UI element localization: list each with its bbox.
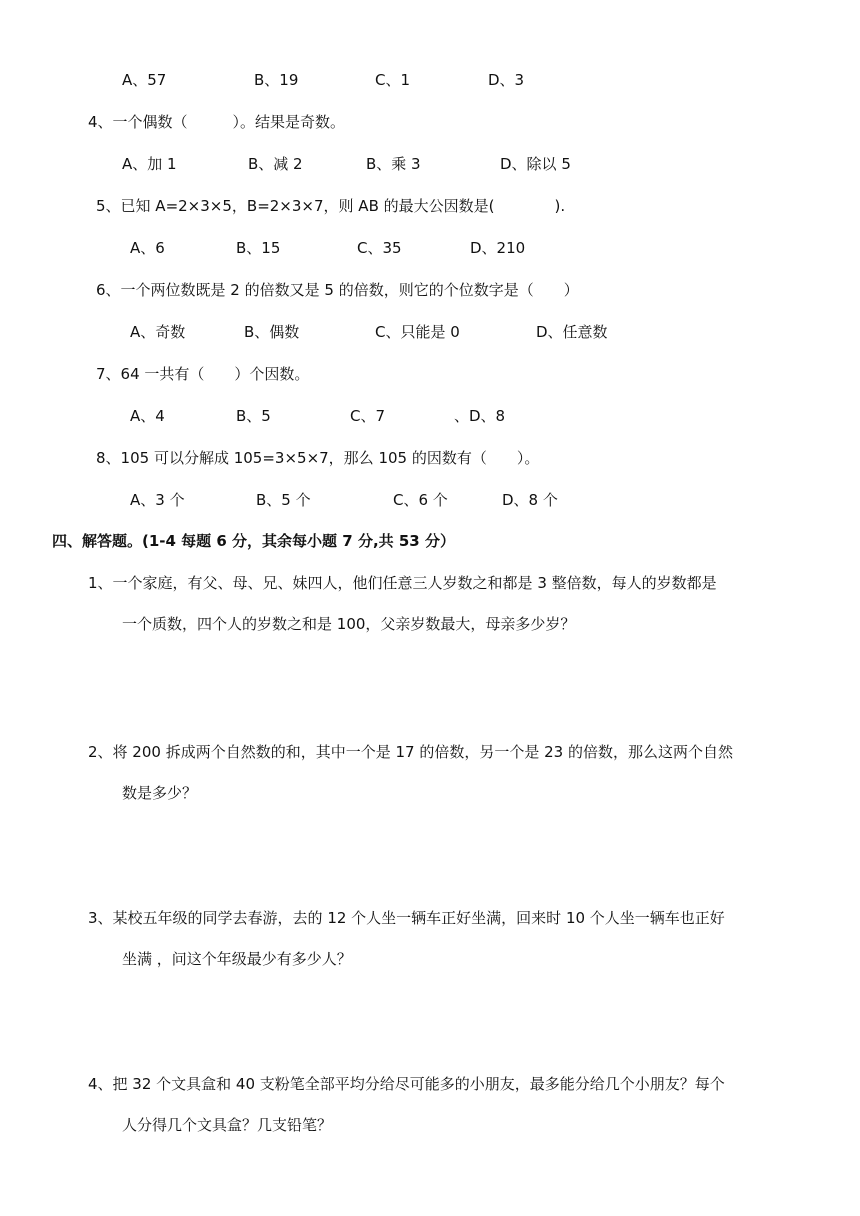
option: D、除以 5	[500, 155, 571, 173]
question-4: 4、一个偶数（ ）。结果是奇数。	[88, 113, 346, 131]
option: B、5	[236, 407, 271, 425]
option: D、3	[488, 71, 525, 89]
problem-text: 3、某校五年级的同学去春游，去的 12 个人坐一辆车正好坐满，回来时 10 个人坐一辆车也正好	[88, 909, 725, 927]
option: C、6 个	[393, 491, 448, 509]
option: D、任意数	[536, 323, 608, 341]
option: B、偶数	[244, 323, 300, 341]
problem-text-cont: 一个质数，四个人的岁数之和是 100，父亲岁数最大，母亲多少岁？	[122, 615, 576, 633]
option: B、15	[236, 239, 281, 257]
option: D、210	[470, 239, 526, 257]
option: A、6	[130, 239, 165, 257]
option: B、乘 3	[366, 155, 421, 173]
problem-text: 1、一个家庭，有父、母、兄、妹四人，他们任意三人岁数之和都是 3 整倍数，每人的岁数都是	[88, 574, 717, 592]
question-7: 7、64 一共有（ ）个因数。	[96, 365, 310, 383]
problem-text: 4、把 32 个文具盒和 40 支粉笔全部平均分给尽可能多的小朋友，最多能分给几个小朋友？每个	[88, 1075, 725, 1093]
problem-text: 2、将 200 拆成两个自然数的和，其中一个是 17 的倍数，另一个是 23 的倍数，那么这两个自然	[88, 743, 733, 761]
option: B、19	[254, 71, 299, 89]
option: D、8 个	[502, 491, 558, 509]
option: B、5 个	[256, 491, 311, 509]
question-6: 6、一个两位数既是 2 的倍数又是 5 的倍数，则它的个位数字是（ ）	[96, 281, 579, 299]
option: C、1	[375, 71, 411, 89]
option: C、7	[350, 407, 386, 425]
option: A、加 1	[122, 155, 177, 173]
option: A、4	[130, 407, 165, 425]
problem-text-cont: 人分得几个文具盒？几支铅笔？	[122, 1116, 333, 1134]
problem-text-cont: 数是多少？	[122, 784, 198, 802]
question-5: 5、已知 A=2×3×5，B=2×3×7，则 AB 的最大公因数是( ).	[96, 197, 566, 215]
option: 、D、8	[454, 407, 506, 425]
question-8: 8、105 可以分解成 105=3×5×7，那么 105 的因数有（ ）。	[96, 449, 540, 467]
option: C、只能是 0	[375, 323, 460, 341]
section-title: 四、解答题。(1-4 每题 6 分，其余每小题 7 分,共 53 分）	[52, 532, 455, 550]
option: C、35	[357, 239, 402, 257]
problem-text-cont: 坐满 ，问这个年级最少有多少人？	[122, 950, 352, 968]
option: A、57	[122, 71, 167, 89]
option: A、奇数	[130, 323, 186, 341]
option: A、3 个	[130, 491, 185, 509]
option: B、减 2	[248, 155, 303, 173]
